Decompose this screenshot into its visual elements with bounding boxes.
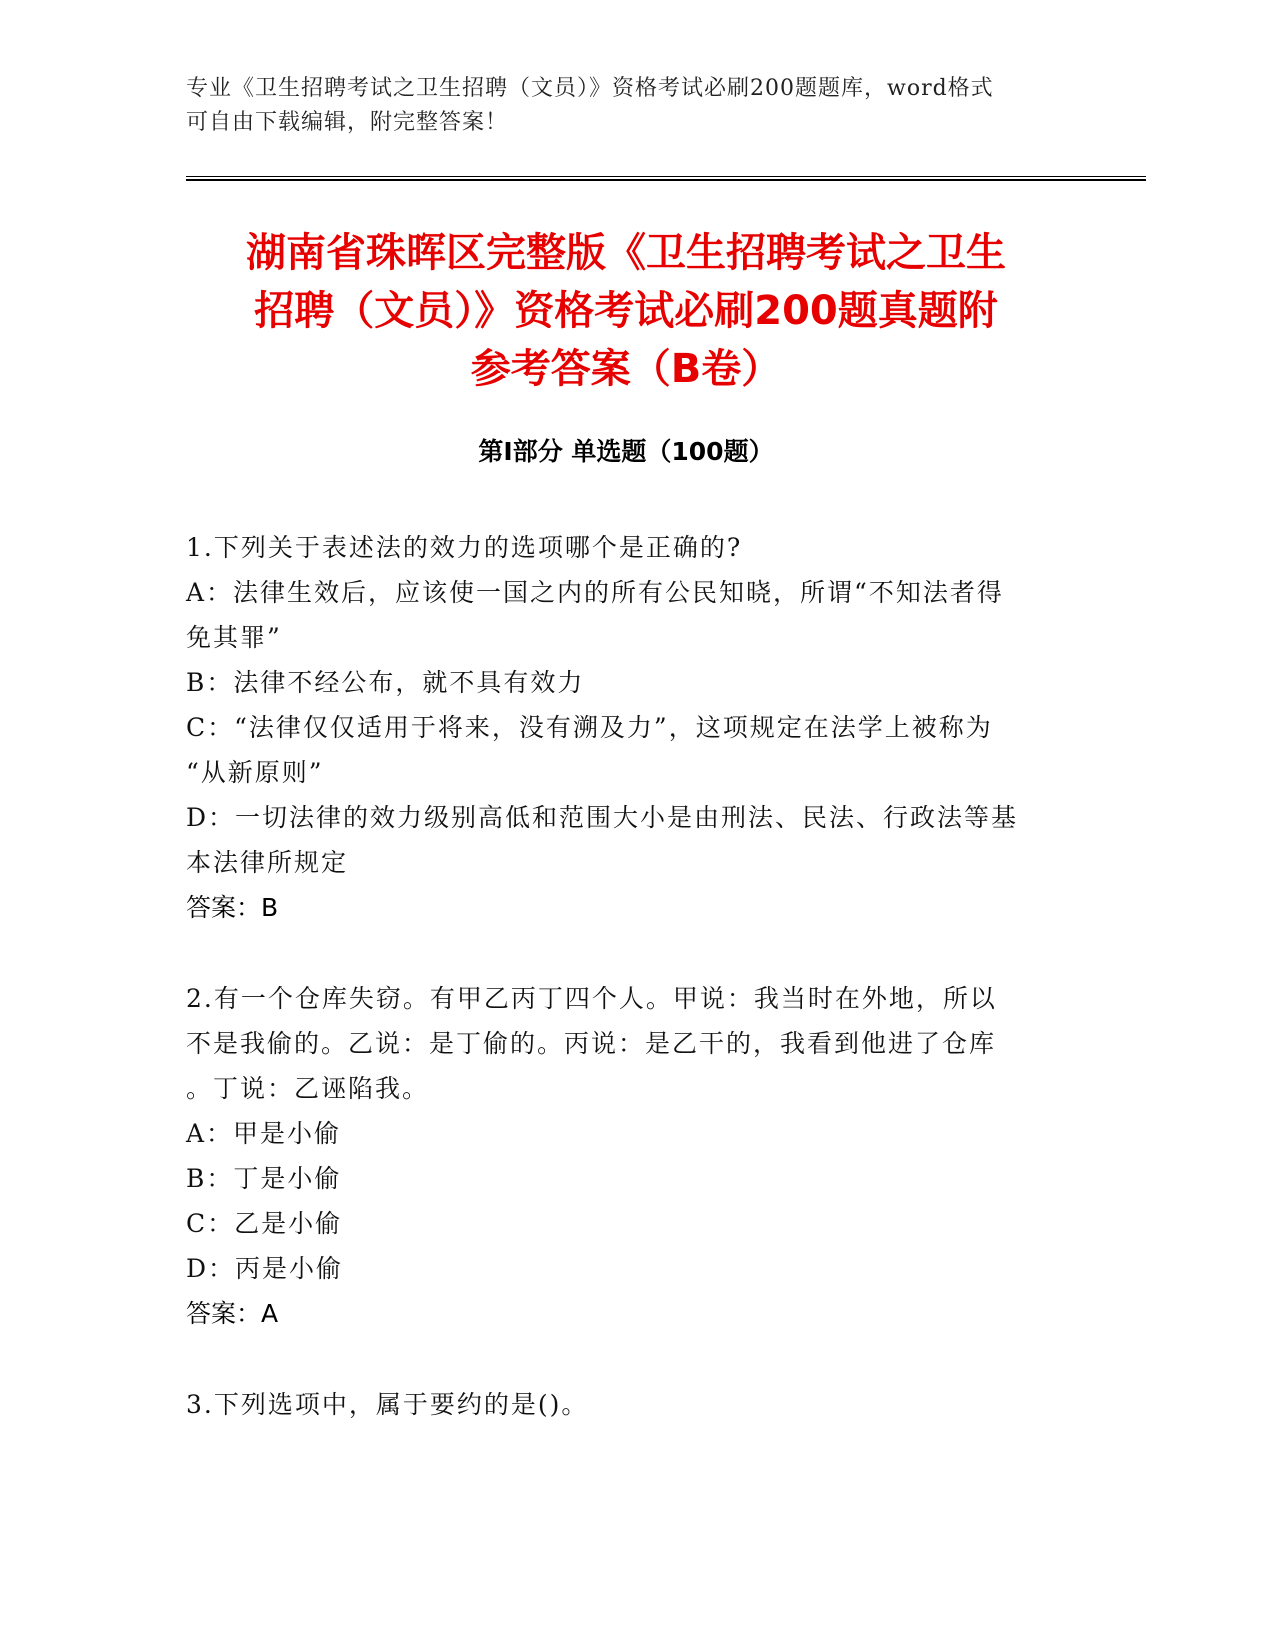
divider-thick-line: [186, 179, 1146, 181]
question-stem: 2.有一个仓库失窃。有甲乙丙丁四个人。甲说：我当时在外地，所以: [186, 984, 997, 1013]
question-stem: 。丁说：乙诬陷我。: [186, 1074, 430, 1103]
title-line: 参考答案（B卷）: [470, 346, 782, 392]
option-c: [186, 705, 1066, 795]
header-divider: [186, 176, 1146, 182]
title-line: 招聘（文员）》资格考试必刷200题真题附: [254, 288, 998, 334]
option-a: [186, 570, 1066, 660]
question-stem: 1.下列关于表述法的效力的选项哪个是正确的?: [186, 533, 743, 562]
section-title: 第Ⅰ部分 单选题（100题）: [478, 437, 774, 466]
header-note: [186, 72, 1066, 140]
option-line: 本法律所规定: [186, 848, 349, 877]
question-3: [186, 1382, 1066, 1427]
option-line: B：法律不经公布，就不具有效力: [186, 668, 585, 697]
question-2: [186, 976, 1066, 1336]
option-d: [186, 795, 1066, 885]
title-line: 湖南省珠晖区完整版《卫生招聘考试之卫生: [246, 230, 1006, 276]
header-note-line: 专业《卫生招聘考试之卫生招聘（文员）》资格考试必刷200题题库，word格式: [186, 76, 994, 101]
option-d: D：丙是小偷: [186, 1254, 344, 1283]
document-title: [186, 224, 1066, 398]
question-1: [186, 525, 1066, 930]
question-stem: 不是我偷的。乙说：是丁偷的。丙说：是乙干的，我看到他进了仓库: [186, 1029, 997, 1058]
divider-thin-line: [186, 176, 1146, 177]
option-line: D：一切法律的效力级别高低和范围大小是由刑法、民法、行政法等基: [186, 803, 1019, 832]
option-line: C：“法律仅仅适用于将来，没有溯及力”，这项规定在法学上被称为: [186, 713, 993, 742]
question-stem: 3.下列选项中，属于要约的是()。: [186, 1390, 589, 1419]
option-line: 免其罪”: [186, 623, 282, 652]
header-note-line: 可自由下载编辑，附完整答案！: [186, 110, 509, 135]
option-line: A：法律生效后，应该使一国之内的所有公民知晓，所谓“不知法者得: [186, 578, 1004, 607]
option-a: A：甲是小偷: [186, 1119, 342, 1148]
answer-label: 答案：A: [186, 1299, 279, 1328]
option-c: C：乙是小偷: [186, 1209, 343, 1238]
option-b: B：丁是小偷: [186, 1164, 342, 1193]
option-line: “从新原则”: [186, 758, 324, 787]
option-b: [186, 660, 1066, 705]
answer-label: 答案：B: [186, 893, 279, 922]
